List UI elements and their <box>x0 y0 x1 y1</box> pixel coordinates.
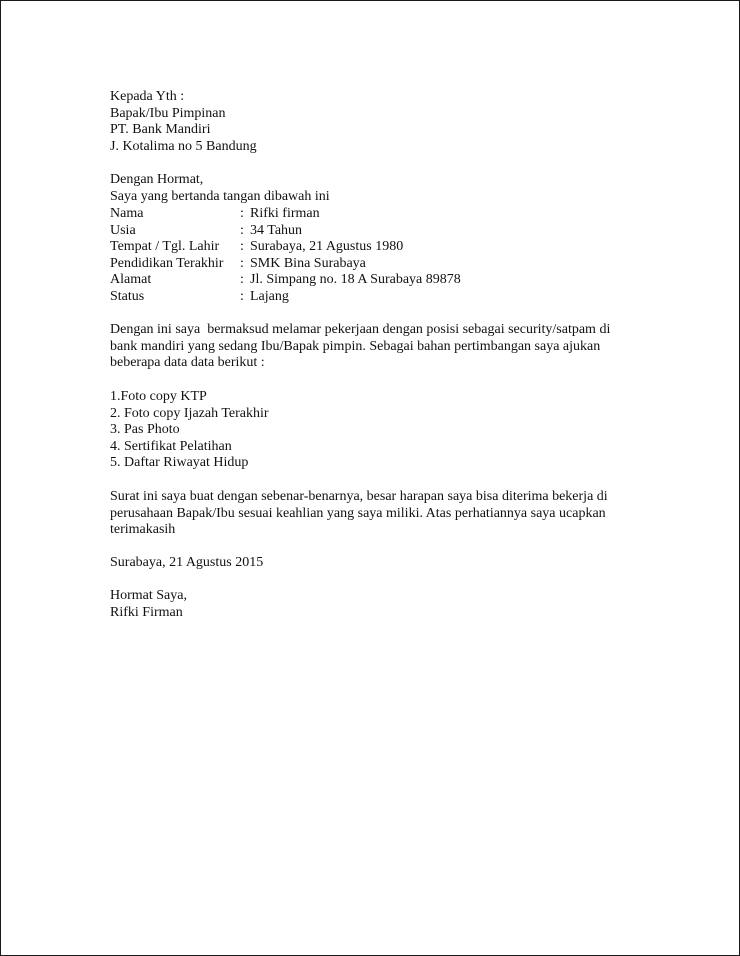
place-date <box>110 555 679 572</box>
identity-row <box>110 239 679 256</box>
signer-name: Rifki Firman <box>110 604 183 620</box>
recipient-line: J. Kotalima no 5 Bandung <box>110 138 257 154</box>
paragraph-line: perusahaan Bapak/Ibu sesuai keahlian yang saya miliki. Atas perhatiannya saya ucapkan <box>110 505 606 521</box>
place-date-text: Surabaya, 21 Agustus 2015 <box>110 555 264 570</box>
identity-colon: : <box>240 255 244 271</box>
recipient-line: Kepada Yth : <box>110 89 185 104</box>
identity-value: 34 Tahun <box>250 222 303 238</box>
paragraph-line: terimakasih <box>110 522 176 538</box>
list-item: 1.Foto copy KTP <box>110 389 207 404</box>
identity-label: Tempat / Tgl. Lahir <box>110 239 220 255</box>
identity-colon: : <box>240 272 244 288</box>
attachment-list <box>110 389 679 472</box>
recipient-line: PT. Bank Mandiri <box>110 122 211 138</box>
application-paragraph <box>110 322 679 372</box>
paragraph-line: Dengan ini saya bermaksud melamar pekerjaan dengan posisi sebagai security/satpam di <box>110 322 611 337</box>
identity-row <box>110 289 679 306</box>
greeting: Dengan Hormat, <box>110 172 204 187</box>
paragraph-line: beberapa data data berikut : <box>110 355 265 371</box>
intro-line: Saya yang bertanda tangan dibawah ini <box>110 188 330 204</box>
identity-row <box>110 223 679 240</box>
identity-row <box>110 256 679 273</box>
identity-label: Usia <box>110 222 136 238</box>
identity-value: Surabaya, 21 Agustus 1980 <box>250 239 404 255</box>
identity-label: Alamat <box>110 272 152 288</box>
list-item: 3. Pas Photo <box>110 422 180 438</box>
recipient-line: Bapak/Ibu Pimpinan <box>110 105 226 121</box>
identity-colon: : <box>240 222 244 238</box>
identity-row <box>110 272 679 289</box>
identity-colon: : <box>240 288 244 304</box>
closing-paragraph <box>110 489 679 539</box>
salutation: Hormat Saya, <box>110 588 187 603</box>
identity-value: Lajang <box>250 288 289 304</box>
identity-row <box>110 206 679 223</box>
identity-label: Nama <box>110 206 144 221</box>
paragraph-line: Surat ini saya buat dengan sebenar-benarnya, besar harapan saya bisa diterima bekerja di <box>110 489 608 504</box>
identity-table <box>110 206 679 306</box>
signature-block <box>110 588 679 621</box>
list-item: 2. Foto copy Ijazah Terakhir <box>110 405 269 421</box>
identity-value: Jl. Simpang no. 18 A Surabaya 89878 <box>250 272 461 288</box>
list-item: 4. Sertifikat Pelatihan <box>110 438 232 454</box>
identity-colon: : <box>240 239 244 255</box>
paragraph-line: bank mandiri yang sedang Ibu/Bapak pimpin. Sebagai bahan pertimbangan saya ajukan <box>110 338 601 354</box>
opening-block <box>110 172 679 205</box>
recipient-block <box>110 89 679 155</box>
identity-value: Rifki firman <box>250 206 320 221</box>
list-item: 5. Daftar Riwayat Hidup <box>110 455 249 471</box>
identity-value: SMK Bina Surabaya <box>250 255 366 271</box>
identity-label: Pendidikan Terakhir <box>110 255 224 271</box>
identity-label: Status <box>110 288 145 304</box>
identity-colon: : <box>240 206 244 221</box>
